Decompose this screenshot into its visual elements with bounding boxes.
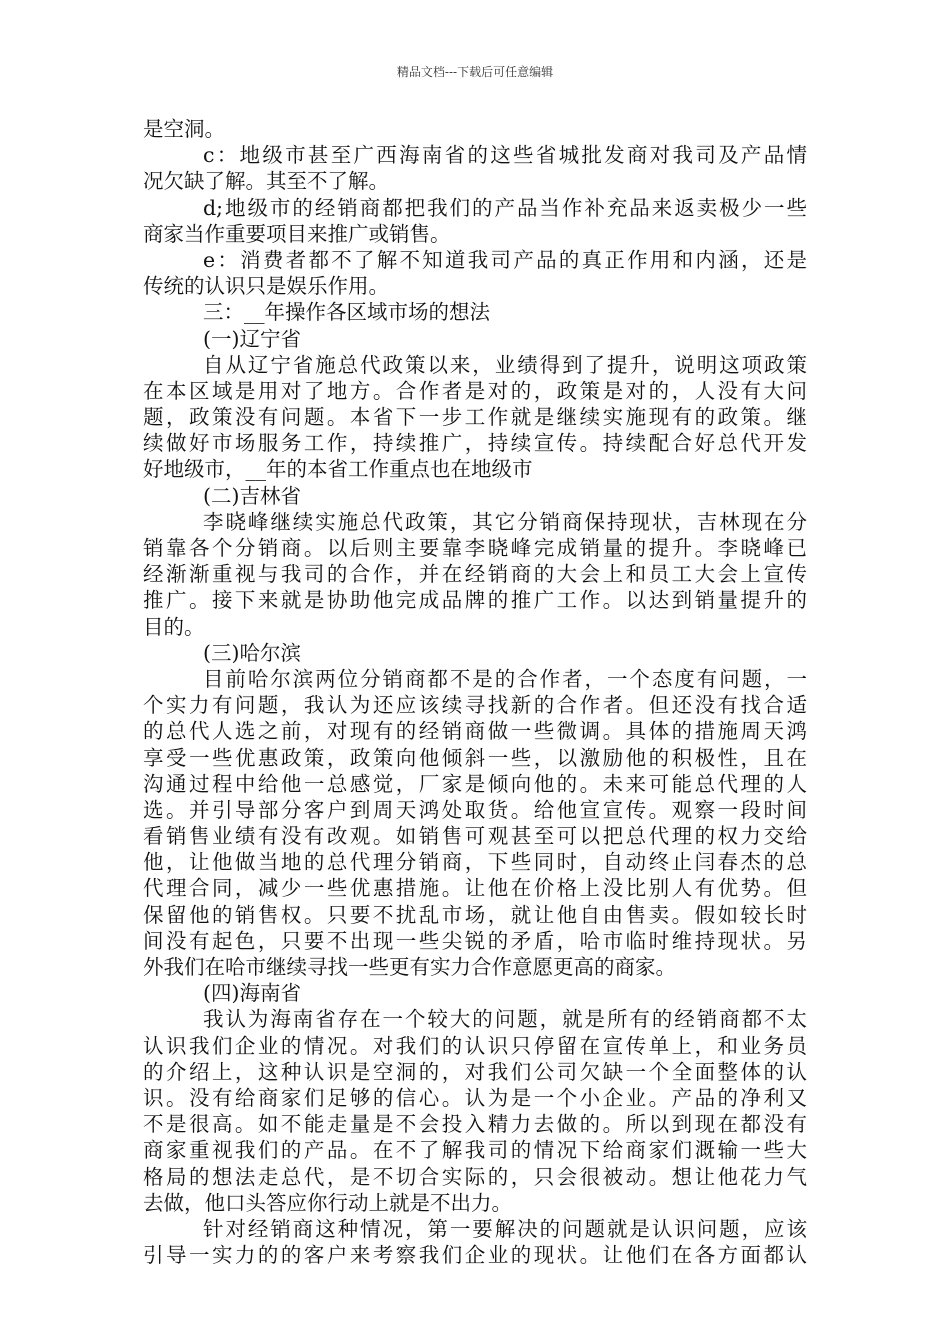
text-line: 传统的认识只是娱乐作用。: [143, 274, 389, 299]
text-line: 在本区域是用对了地方。合作者是对的，政策是对的，人没有大问: [143, 378, 807, 403]
text-line: 外我们在哈市继续寻找一些更有实力合作意愿更高的商家。: [143, 955, 676, 979]
text-line: e：消费者都不了解不知道我司产品的真正作用和内涵，还是: [203, 247, 807, 272]
text-line: 沟通过程中给他一总感觉，厂家是倾向他的。未来可能总代理的人: [143, 771, 807, 796]
text-line: (二)吉林省: [203, 483, 301, 508]
text-line: c：地级市甚至广西海南省的这些省城批发商对我司及产品情: [203, 143, 807, 168]
text-line: 销靠各个分销商。以后则主要靠李晓峰完成销量的提升。李晓峰已: [143, 536, 807, 560]
text-line: 好地级市，__年的本省工作重点也在地级市: [143, 457, 533, 482]
text-line: 选。并引导部分客户到周天鸿处取货。给他宣宣传。观察一段时间: [143, 797, 807, 822]
text-line: 续做好市场服务工作，持续推广，持续宣传。持续配合好总代开发: [143, 431, 807, 456]
text-line: 经渐渐重视与我司的合作，并在经销商的大会上和员工大会上宣传: [143, 562, 807, 587]
text-line: 目前哈尔滨两位分销商都不是的合作者，一个态度有问题，一: [203, 666, 807, 691]
text-line: 认识我们企业的情况。对我们的认识只停留在宣传单上，和业务员: [143, 1033, 807, 1058]
text-line: 引导一实力的的客户来考察我们企业的现状。让他们在各方面都认: [143, 1243, 807, 1268]
text-line: 我认为海南省存在一个较大的问题，就是所有的经销商都不太: [203, 1007, 807, 1032]
document-body: [143, 116, 807, 1268]
page-header: 精品文档---下载后可任意编辑: [396, 65, 554, 79]
text-line: 不是很高。如不能走量是不会投入精力去做的。所以到现在都没有: [143, 1112, 807, 1137]
text-line: 的介绍上，这种认识是空洞的，对我们公司欠缺一个全面整体的认: [143, 1059, 807, 1084]
text-line: 自从辽宁省施总代政策以来，业绩得到了提升，说明这项政策: [203, 352, 807, 377]
text-line: 个实力有问题，我认为还应该续寻找新的合作者。但还没有找合适: [143, 693, 807, 718]
text-line: 推广。接下来就是协助他完成品牌的推广工作。以达到销量提升的: [143, 588, 807, 613]
text-line: (四)海南省: [203, 981, 301, 1006]
text-line: 是空洞。: [143, 117, 225, 141]
text-line: 享受一些优惠政策，政策向他倾斜一些，以激励他的积极性，且在: [143, 745, 807, 770]
text-line: 目的。: [143, 614, 205, 639]
text-line: 况欠缺了解。其至不了解。: [143, 169, 389, 194]
text-line: 识。没有给商家们足够的信心。认为是一个小企业。产品的净利又: [143, 1085, 807, 1110]
text-line: 针对经销商这种情况，第一要解决的问题就是认识问题，应该: [203, 1216, 807, 1241]
text-line: 去做，他口头答应你行动上就是不出力。: [143, 1190, 512, 1215]
text-line: 题，政策没有问题。本省下一步工作就是继续实施现有的政策。继: [143, 405, 807, 430]
text-line: 他，让他做当地的总代理分销商，下些同时，自动终止闫春杰的总: [143, 850, 807, 875]
text-line: 间没有起色，只要不出现一些尖锐的矛盾，哈市临时维持现状。另: [143, 928, 807, 953]
text-line: (一)辽宁省: [203, 326, 301, 351]
text-line: 李晓峰继续实施总代政策，其它分销商保持现状，吉林现在分: [203, 509, 807, 534]
text-line: 代理合同，减少一些优惠措施。让他在价格上没比别人有优势。但: [143, 876, 807, 901]
text-line: d;地级市的经销商都把我们的产品当作补充品来返卖极少一些: [203, 195, 807, 220]
text-line: 看销售业绩有没有改观。如销售可观甚至可以把总代理的权力交给: [143, 824, 807, 849]
text-line: 商家重视我们的产品。在不了解我司的情况下给商家们溉输一些大: [143, 1138, 807, 1163]
text-line: 格局的想法走总代，是不切合实际的，只会很被动。想让他花力气: [143, 1164, 807, 1189]
text-line: 保留他的销售权。只要不扰乱市场，就让他自由售卖。假如较长时: [143, 902, 807, 927]
text-line: (三)哈尔滨: [203, 640, 301, 665]
text-line: 的总代人选之前，对现有的经销商做一些微调。具体的措施周天鸿: [143, 719, 807, 744]
text-line: 商家当作重要项目来推广或销售。: [143, 221, 451, 246]
text-line: 三：__年操作各区域市场的想法: [203, 300, 490, 325]
